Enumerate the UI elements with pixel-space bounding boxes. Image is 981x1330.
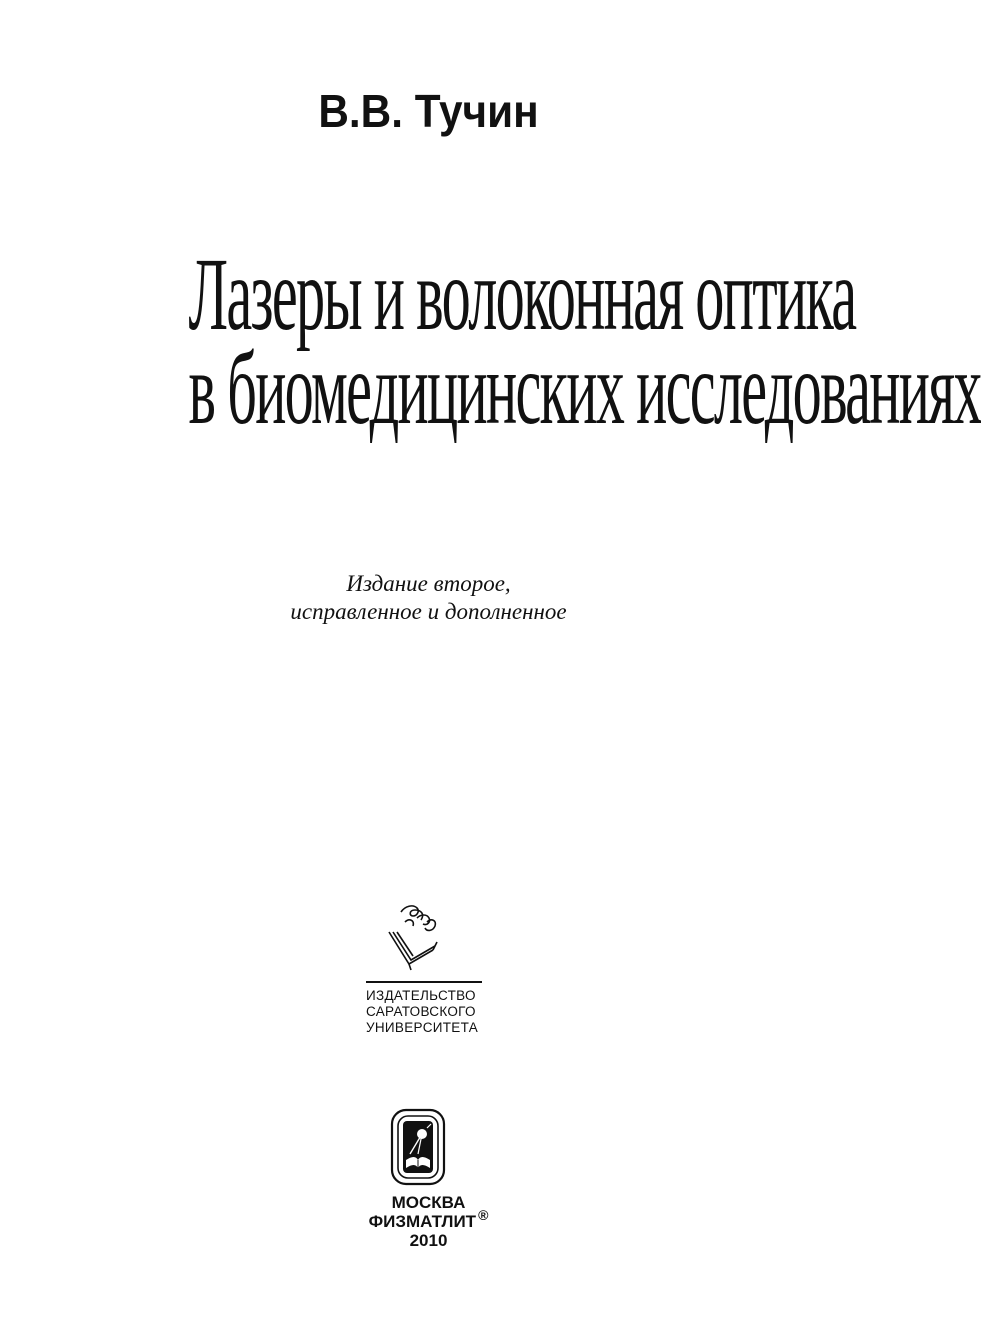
co-publisher-line-3: УНИВЕРСИТЕТА [366,1020,478,1035]
edition-line-1: Издание второе, [346,571,511,596]
publisher-name-line [0,1207,857,1231]
publisher-city: МОСКВА [391,1193,466,1212]
book-title [0,237,981,446]
title-line-1: Лазеры и волоконная оптика [188,237,856,352]
co-publisher-line-2: САРАТОВСКОГО [366,1004,476,1019]
publisher-name: ФИЗМАТЛИТ [368,1212,477,1231]
publisher-imprint [0,1193,857,1250]
edition-note [0,570,857,626]
book-quill-monogram-icon [387,898,447,978]
title-line-2: в биомедицинских исследованиях [188,331,981,446]
author-name: В.В. Тучин [318,85,539,137]
co-publisher-name [366,988,496,1036]
registered-mark: ® [478,1207,489,1224]
co-publisher-line-1: ИЗДАТЕЛЬСТВО [366,988,476,1003]
book-satellite-emblem-icon [388,1108,448,1188]
edition-line-2: исправленное и дополненное [290,599,567,624]
divider-rule [366,981,482,983]
publication-year: 2010 [409,1231,448,1250]
